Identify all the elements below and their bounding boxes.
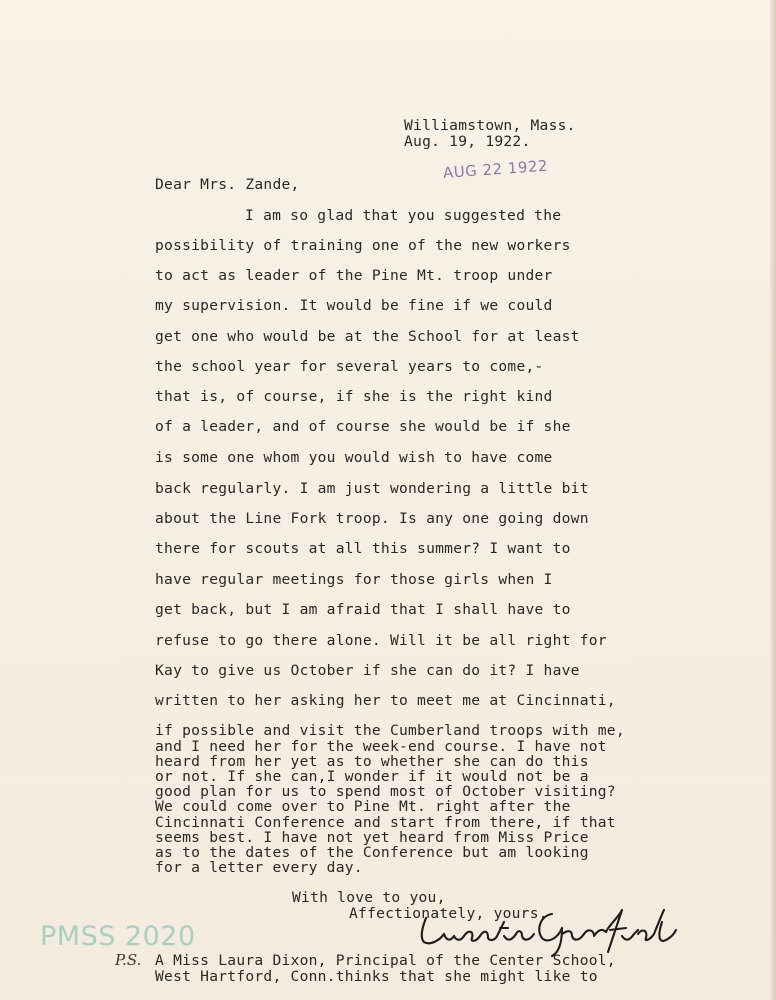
body-line: written to her asking her to meet me at Cincinnati,	[155, 692, 616, 709]
received-date-stamp: AUG 22 1922	[442, 156, 549, 182]
postscript-line: West Hartford, Conn.thinks that she might like to	[155, 968, 598, 985]
body-line: to act as leader of the Pine Mt. troop under	[155, 267, 553, 284]
letter-date: Aug. 19, 1922.	[404, 133, 531, 150]
body-line: is some one whom you would wish to have come	[155, 449, 553, 466]
closing-line: Affectionately, yours,	[349, 905, 548, 922]
body-line: Cincinnati Conference and start from there, if that	[155, 814, 616, 831]
body-line: heard from her yet as to whether she can do this	[155, 753, 589, 770]
body-line: back regularly. I am just wondering a little bit	[155, 480, 589, 497]
body-line: for a letter every day.	[155, 859, 363, 876]
body-line: good plan for us to spend most of October visiting?	[155, 783, 616, 800]
body-line: refuse to go there alone. Will it be all right for	[155, 632, 607, 649]
paper-edge	[770, 0, 776, 1000]
body-line: possibility of training one of the new workers	[155, 237, 571, 254]
body-line: there for scouts at all this summer? I want to	[155, 540, 571, 557]
letter-place: Williamstown, Mass.	[404, 117, 576, 134]
body-line: get one who would be at the School for at least	[155, 328, 580, 345]
watermark: PMSS 2020	[40, 921, 196, 952]
postscript-line: A Miss Laura Dixon, Principal of the Center School,	[155, 952, 616, 969]
body-line: I am so glad that you suggested the	[245, 207, 562, 224]
body-line: get back, but I am afraid that I shall have to	[155, 601, 571, 618]
body-line: We could come over to Pine Mt. right after the	[155, 798, 571, 815]
body-line: that is, of course, if she is the right kind	[155, 388, 553, 405]
body-line: have regular meetings for those girls when I	[155, 571, 553, 588]
body-line: as to the dates of the Conference but am looking	[155, 844, 589, 861]
body-line: about the Line Fork troop. Is any one going down	[155, 510, 589, 527]
body-line: my supervision. It would be fine if we could	[155, 297, 553, 314]
body-line: and I need her for the week-end course. I have not	[155, 738, 607, 755]
body-line: or not. If she can,I wonder if it would not be a	[155, 768, 589, 785]
handwritten-signature	[412, 900, 682, 960]
body-line: seems best. I have not yet heard from Miss Price	[155, 829, 589, 846]
body-line: Kay to give us October if she can do it? I have	[155, 662, 580, 679]
body-line: the school year for several years to come,-	[155, 358, 544, 375]
closing-line: With love to you,	[292, 889, 446, 906]
salutation: Dear Mrs. Zande,	[155, 176, 300, 193]
ps-mark: P.S.	[115, 951, 142, 969]
body-line: of a leader, and of course she would be if she	[155, 418, 571, 435]
body-line: if possible and visit the Cumberland troops with me,	[155, 722, 625, 739]
